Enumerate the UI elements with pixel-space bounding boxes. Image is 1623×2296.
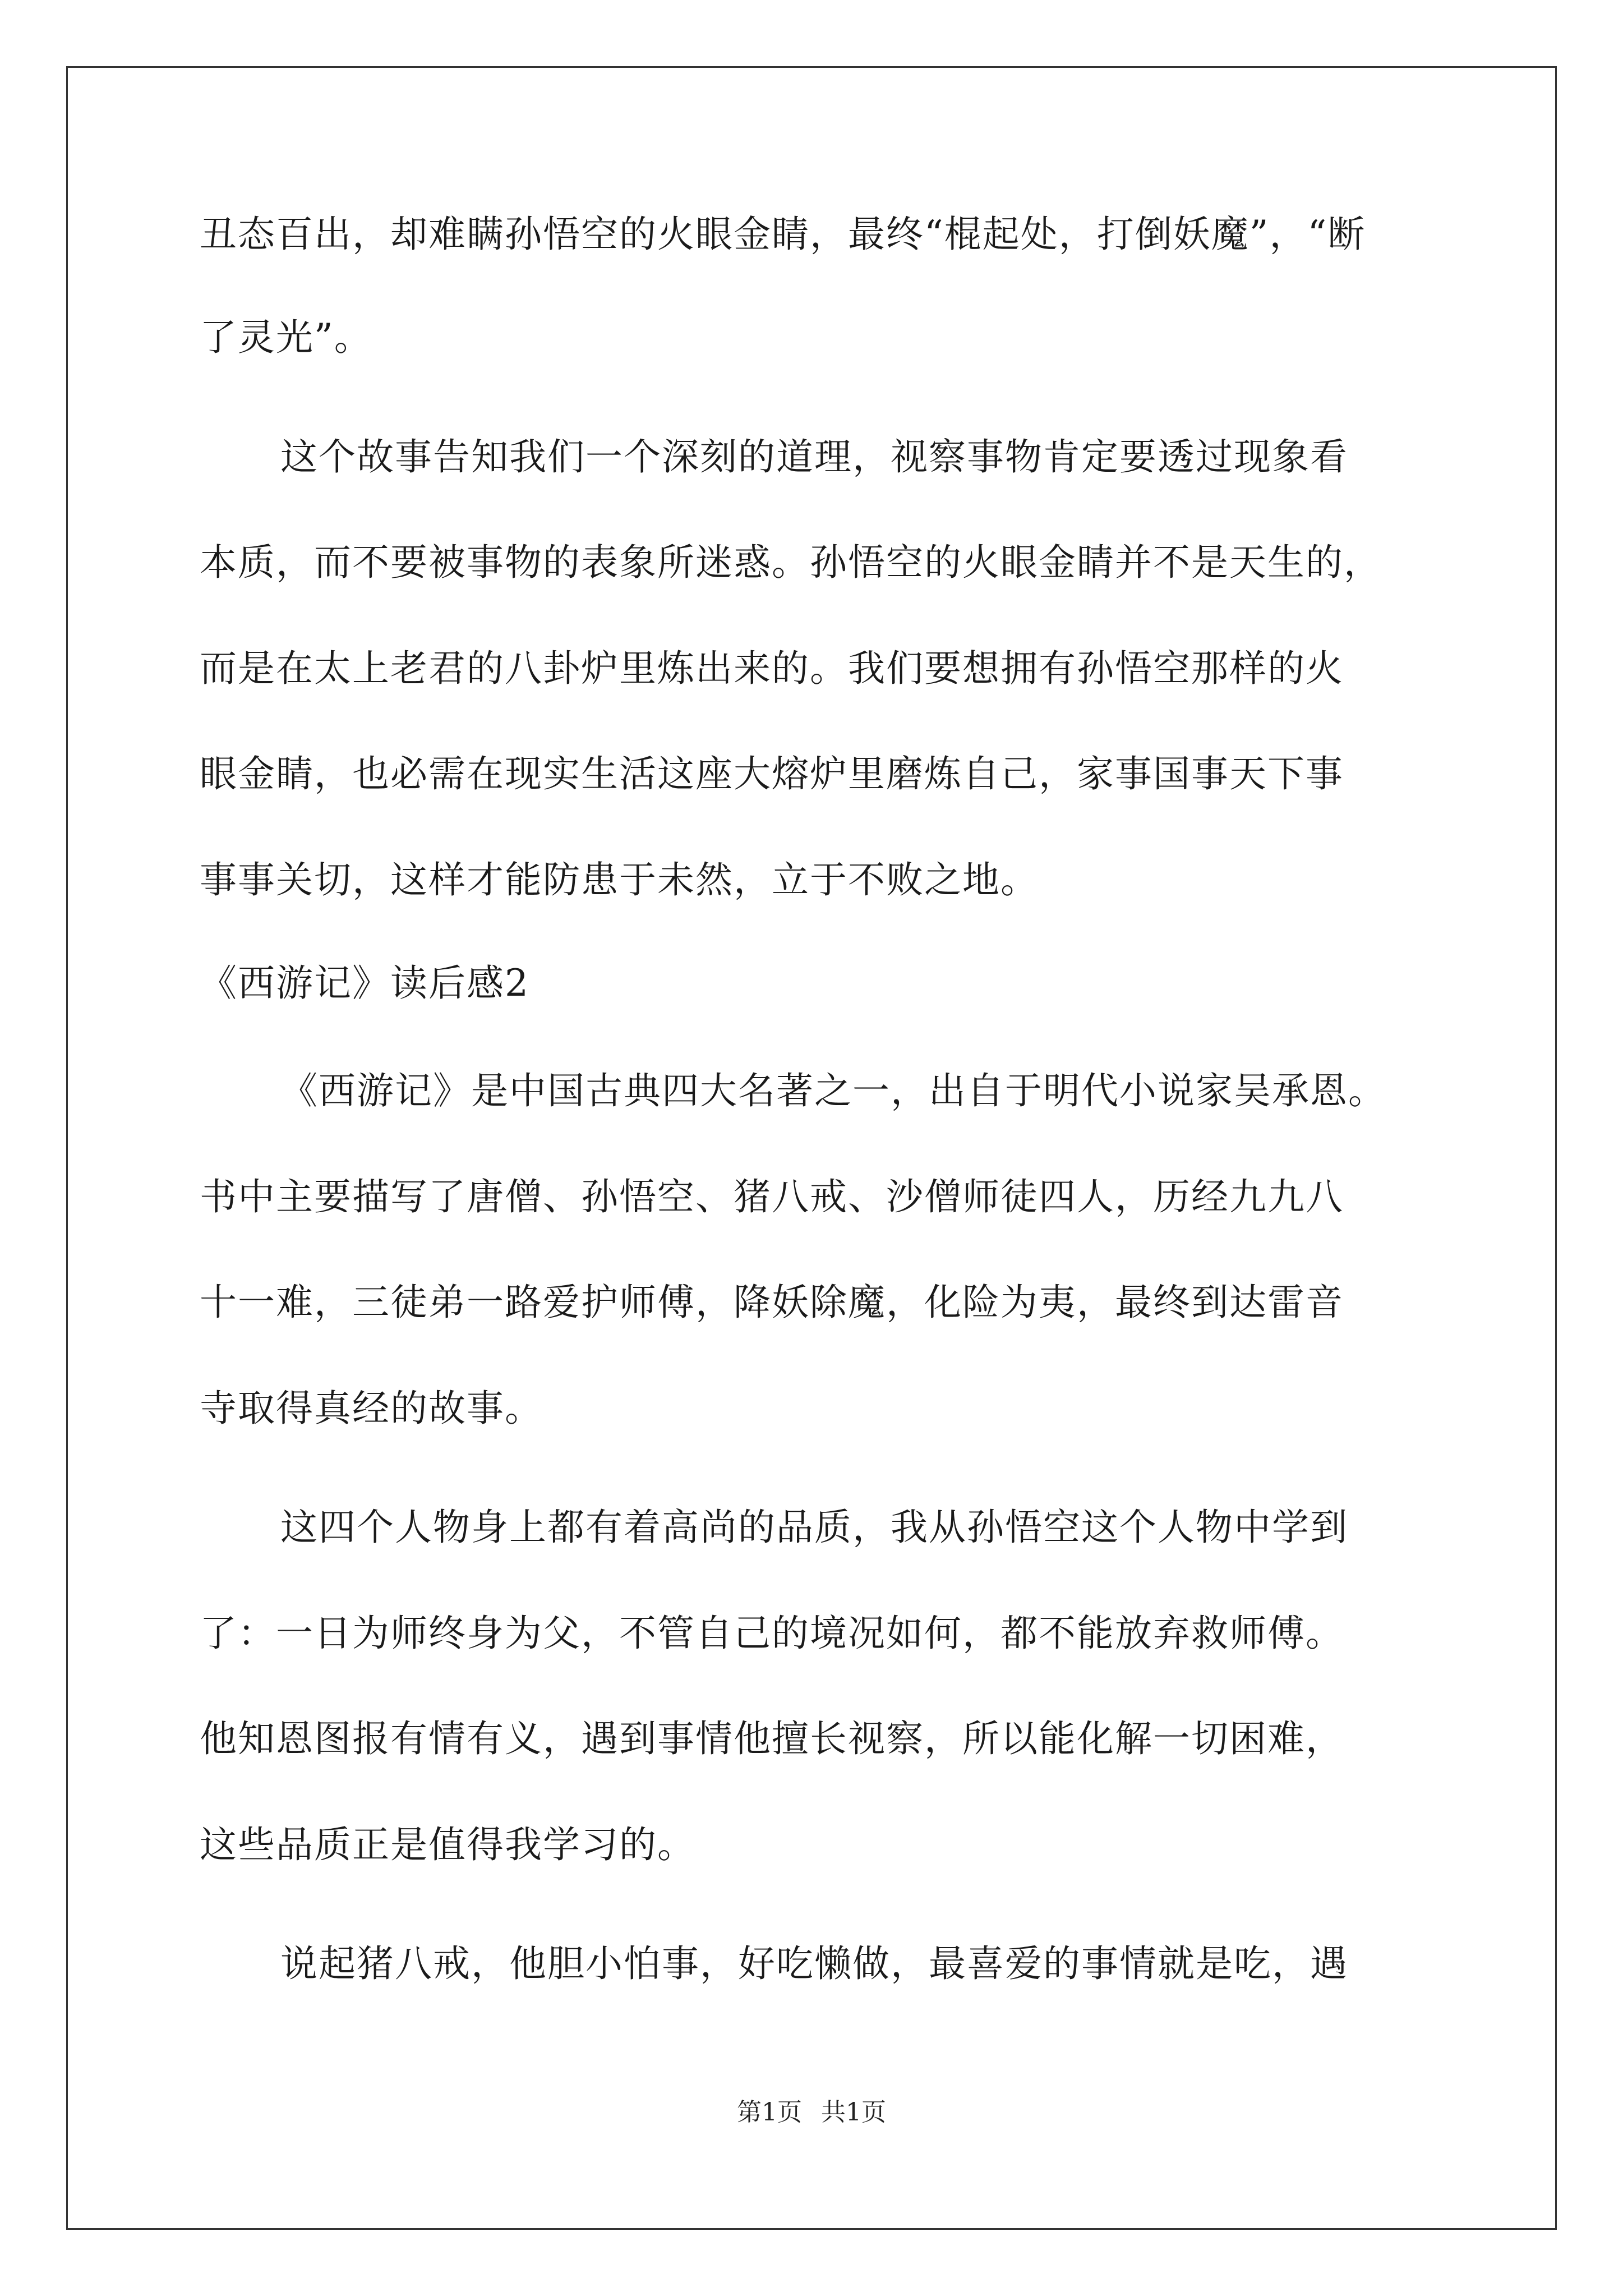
- text-line: 书中主要描写了唐僧、孙悟空、猪八戒、沙僧师徒四人，历经九九八: [200, 1175, 1344, 1218]
- text-line: 说起猪八戒，他胆小怕事，好吃懒做，最喜爱的事情就是吃，遇: [280, 1942, 1348, 1985]
- text-line: 了：一日为师终身为父，不管自己的境况如何，都不能放弃救师傅。: [200, 1612, 1344, 1655]
- text-line: 眼金睛，也必需在现实生活这座大熔炉里磨炼自己，家事国事天下事: [200, 752, 1344, 795]
- text-line: 了灵光”。: [200, 316, 372, 359]
- text-line: 丑态百出，却难瞒孙悟空的火眼金睛，最终“棍起处，打倒妖魔”，“断: [200, 213, 1366, 256]
- page-number-current: 第1页: [737, 2098, 802, 2127]
- text-line: 事事关切，这样才能防患于未然，立于不败之地。: [200, 858, 1039, 901]
- text-line: 这个故事告知我们一个深刻的道理，视察事物肯定要透过现象看: [280, 435, 1348, 478]
- text-line: 寺取得真经的故事。: [200, 1387, 543, 1430]
- text-line: 十一难，三徒弟一路爱护师傅，降妖除魔，化险为夷，最终到达雷音: [200, 1281, 1344, 1324]
- page-number-total: 共1页: [821, 2098, 886, 2127]
- section-heading: 《西游记》读后感2: [200, 961, 529, 1005]
- text-line: 而是在太上老君的八卦炉里炼出来的。我们要想拥有孙悟空那样的火: [200, 647, 1344, 690]
- text-line: 本质，而不要被事物的表象所迷惑。孙悟空的火眼金睛并不是天生的，: [200, 541, 1382, 584]
- page-border: [66, 66, 1557, 2230]
- page-footer: [0, 2096, 1623, 2129]
- text-line: 他知恩图报有情有义，遇到事情他擅长视察，所以能化解一切困难，: [200, 1717, 1344, 1760]
- text-line: 这四个人物身上都有着高尚的品质，我从孙悟空这个人物中学到: [280, 1506, 1348, 1549]
- text-line: 这些品质正是值得我学习的。: [200, 1823, 695, 1866]
- text-line: 《西游记》是中国古典四大名著之一，出自于明代小说家吴承恩。: [280, 1069, 1386, 1112]
